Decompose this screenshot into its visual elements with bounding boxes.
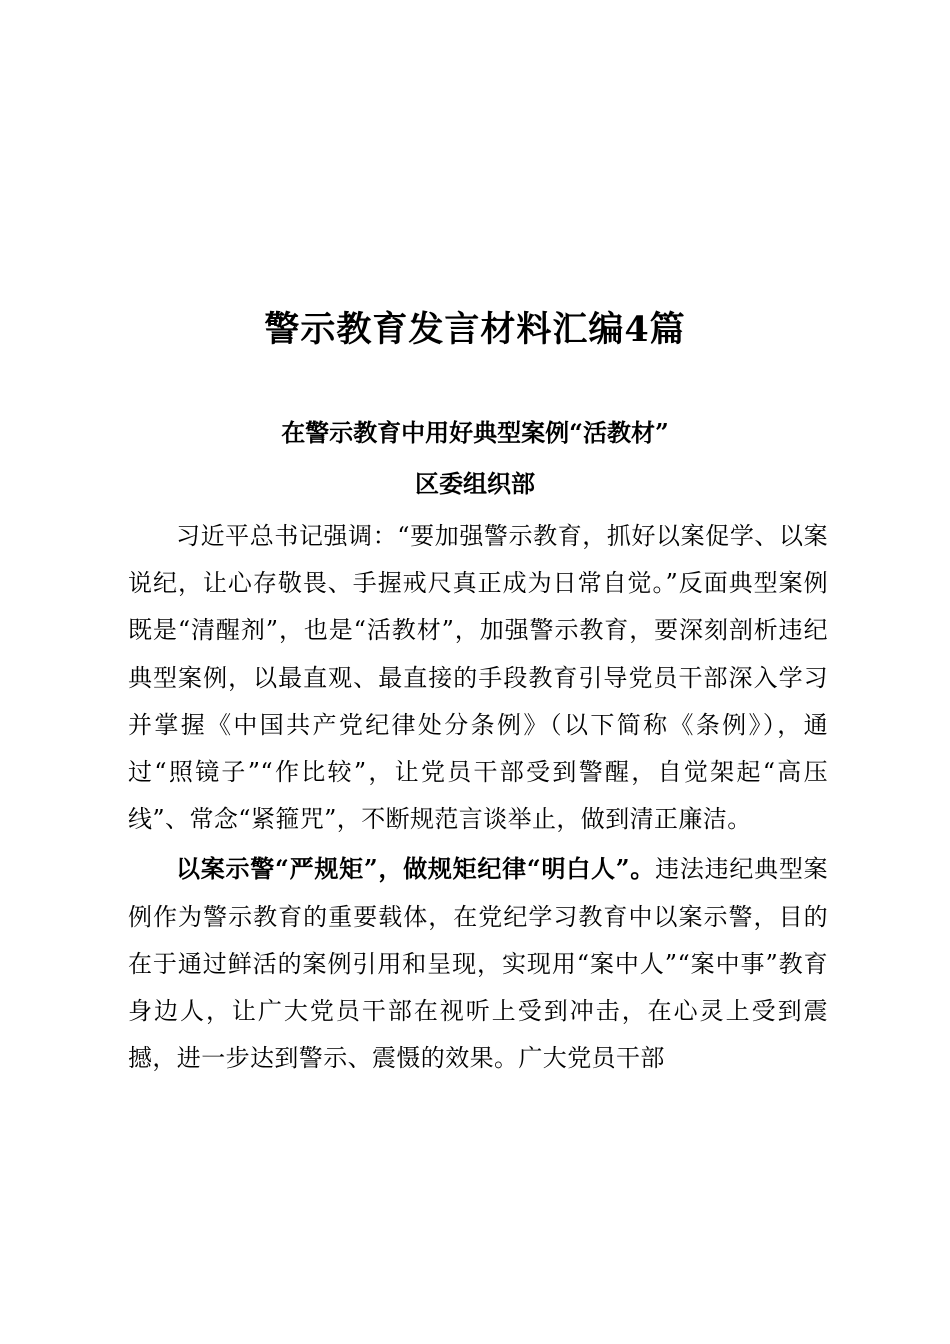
article-body xyxy=(128,513,828,1083)
paragraph-2-text: 违法违纪典型案例作为警示教育的重要载体，在党纪学习教育中以案示警，目的在于通过鲜活的案例引用和呈现，实现用“案中人”“案中事”教育身边人，让广大党员干部在视听上受到冲击，在心灵上受到震撼，进一步达到警示、震慑的效果。广大党员干部 xyxy=(128,855,828,1073)
paragraph-2-lead: 以案示警“严规矩”，做规矩纪律“明白人”。 xyxy=(176,854,656,884)
article-title: 在警示教育中用好典型案例“活教材” xyxy=(281,418,669,447)
article-author: 区委组织部 xyxy=(415,469,535,498)
paragraph-1 xyxy=(128,513,828,843)
document-title: 警示教育发言材料汇编4篇 xyxy=(264,309,686,350)
paragraph-1-text: 习近平总书记强调：“要加强警示教育，抓好以案促学、以案说纪，让心存敬畏、手握戒尺真正成为日常自觉。”反面典型案例既是“清醒剂”，也是“活教材”，加强警示教育，要深刻剖析违纪典型案例，以最直观、最直接的手段教育引导党员干部深入学习并掌握《中国共产党纪律处分条例》（以下简称《条例》），通过“照镜子”“作比较”，让党员干部受到警醒，自觉架起“高压线”、常念“紧箍咒”，不断规范言谈举止，做到清正廉洁。 xyxy=(128,522,828,834)
paragraph-2 xyxy=(128,845,828,1082)
